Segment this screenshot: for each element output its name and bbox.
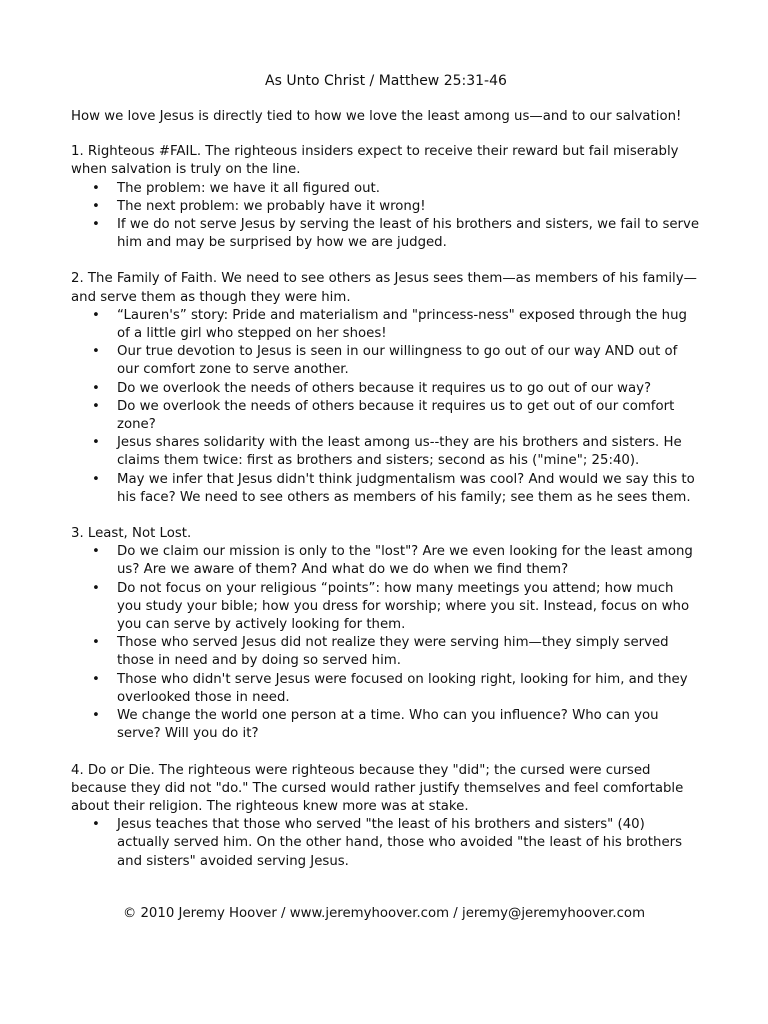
list-item [92,471,701,507]
bullet-glyph: • [92,398,100,414]
list-item-text: We change the world one person at a time. Who can you influence? Who can you serve? Will you do it? [117,708,659,742]
list-item [92,816,701,871]
bullet-glyph: • [92,671,100,687]
list-item-text: Those who didn't serve Jesus were focused on looking right, looking for him, and they overlooked those in need. [117,671,688,705]
list-item-text: The problem: we have it all figured out. [117,180,380,196]
bullet-glyph: • [92,471,100,487]
list-item-text: Our true devotion to Jesus is seen in our willingness to go out of our way AND out of our comfort zone to serve another. [117,344,678,378]
section-heading: 3. Least, Not Lost. [71,526,192,542]
bullet-glyph: • [92,344,100,360]
list-item-text: If we do not serve Jesus by serving the least of his brothers and sisters, we fail to serve him and may be surprised by how we are judged. [117,217,700,251]
section-heading: 4. Do or Die. The righteous were righteous because they "did"; the cursed were cursed because they did not "do." The cursed would rather justify themselves and feel comfortable about their religion. The righteous knew more was at stake. [71,762,684,814]
section-3 [71,525,701,743]
list-item [92,707,701,743]
list-item-text: The next problem: we probably have it wrong! [117,198,426,214]
list-item [92,398,701,434]
bullet-glyph: • [92,435,100,451]
list-item [92,580,701,635]
section-heading: 1. Righteous #FAIL. The righteous insiders expect to receive their reward but fail miserably when salvation is truly on the line. [71,144,679,178]
footer-copyright: © 2010 Jeremy Hoover / www.jeremyhoover.com / jeremy@jeremyhoover.com [122,906,646,921]
list-item [92,343,701,379]
list-item-text: Jesus shares solidarity with the least among us--they are his brothers and sisters. He claims them twice: first as brothers and sisters; second as his ("mine"; 25:40). [117,435,682,469]
bullet-glyph: • [92,817,100,833]
list-item-text: Jesus teaches that those who served "the least of his brothers and sisters" (40) actually served him. On the other hand, those who avoided "the least of his brothers and sisters" avoided serving Jesus. [117,817,683,869]
list-item [92,543,701,579]
section-1 [71,143,701,252]
bullet-list [71,543,701,743]
bullet-list [71,307,701,507]
list-item-text: “Lauren's” story: Pride and materialism and "princess-ness" exposed through the hug of a little girl who stepped on her shoes! [117,307,687,342]
bullet-glyph: • [92,580,100,596]
list-item [92,198,701,216]
list-item [92,634,701,670]
list-item [92,216,701,252]
list-item-text: Do we overlook the needs of others because it requires us to go out of our way? [117,380,652,396]
bullet-glyph: • [92,307,100,323]
bullet-glyph: • [92,708,100,724]
list-item [92,180,701,198]
list-item-text: Do we overlook the needs of others because it requires us to get out of our comfort zone? [117,398,675,433]
section-4 [71,762,701,871]
list-item-text: May we infer that Jesus didn't think judgmentalism was cool? And would we say this to his face? We need to see others as members of his family; see them as he sees them. [117,471,695,505]
list-item-text: Do not focus on your religious “points”: how many meetings you attend; how much you study your bible; how you dress for worship; where you sit. Instead, focus on who you can serve by actively looking for them. [117,580,690,633]
list-item [92,307,701,343]
bullet-list [71,816,701,871]
bullet-glyph: • [92,544,100,560]
document-body [71,71,701,889]
intro-paragraph: How we love Jesus is directly tied to how we love the least among us—and to our salvation! [71,109,682,124]
section-2 [71,270,701,507]
section-heading: 2. The Family of Faith. We need to see others as Jesus sees them—as members of his family—and serve them as though they were him. [71,271,697,305]
bullet-glyph: • [92,635,100,651]
list-item [92,380,701,398]
bullet-glyph: • [92,217,100,233]
list-item-text: Those who served Jesus did not realize they were serving him—they simply served those in need and by doing so served him. [117,635,669,669]
bullet-glyph: • [92,198,100,214]
page-title: As Unto Christ / Matthew 25:31-46 [265,73,507,89]
bullet-glyph: • [92,180,100,196]
bullet-glyph: • [92,380,100,396]
list-item [92,671,701,707]
bullet-list [71,180,701,253]
list-item [92,434,701,470]
list-item-text: Do we claim our mission is only to the "lost"? Are we even looking for the least among us? Are we aware of them? And what do we do when we find them? [117,544,693,578]
